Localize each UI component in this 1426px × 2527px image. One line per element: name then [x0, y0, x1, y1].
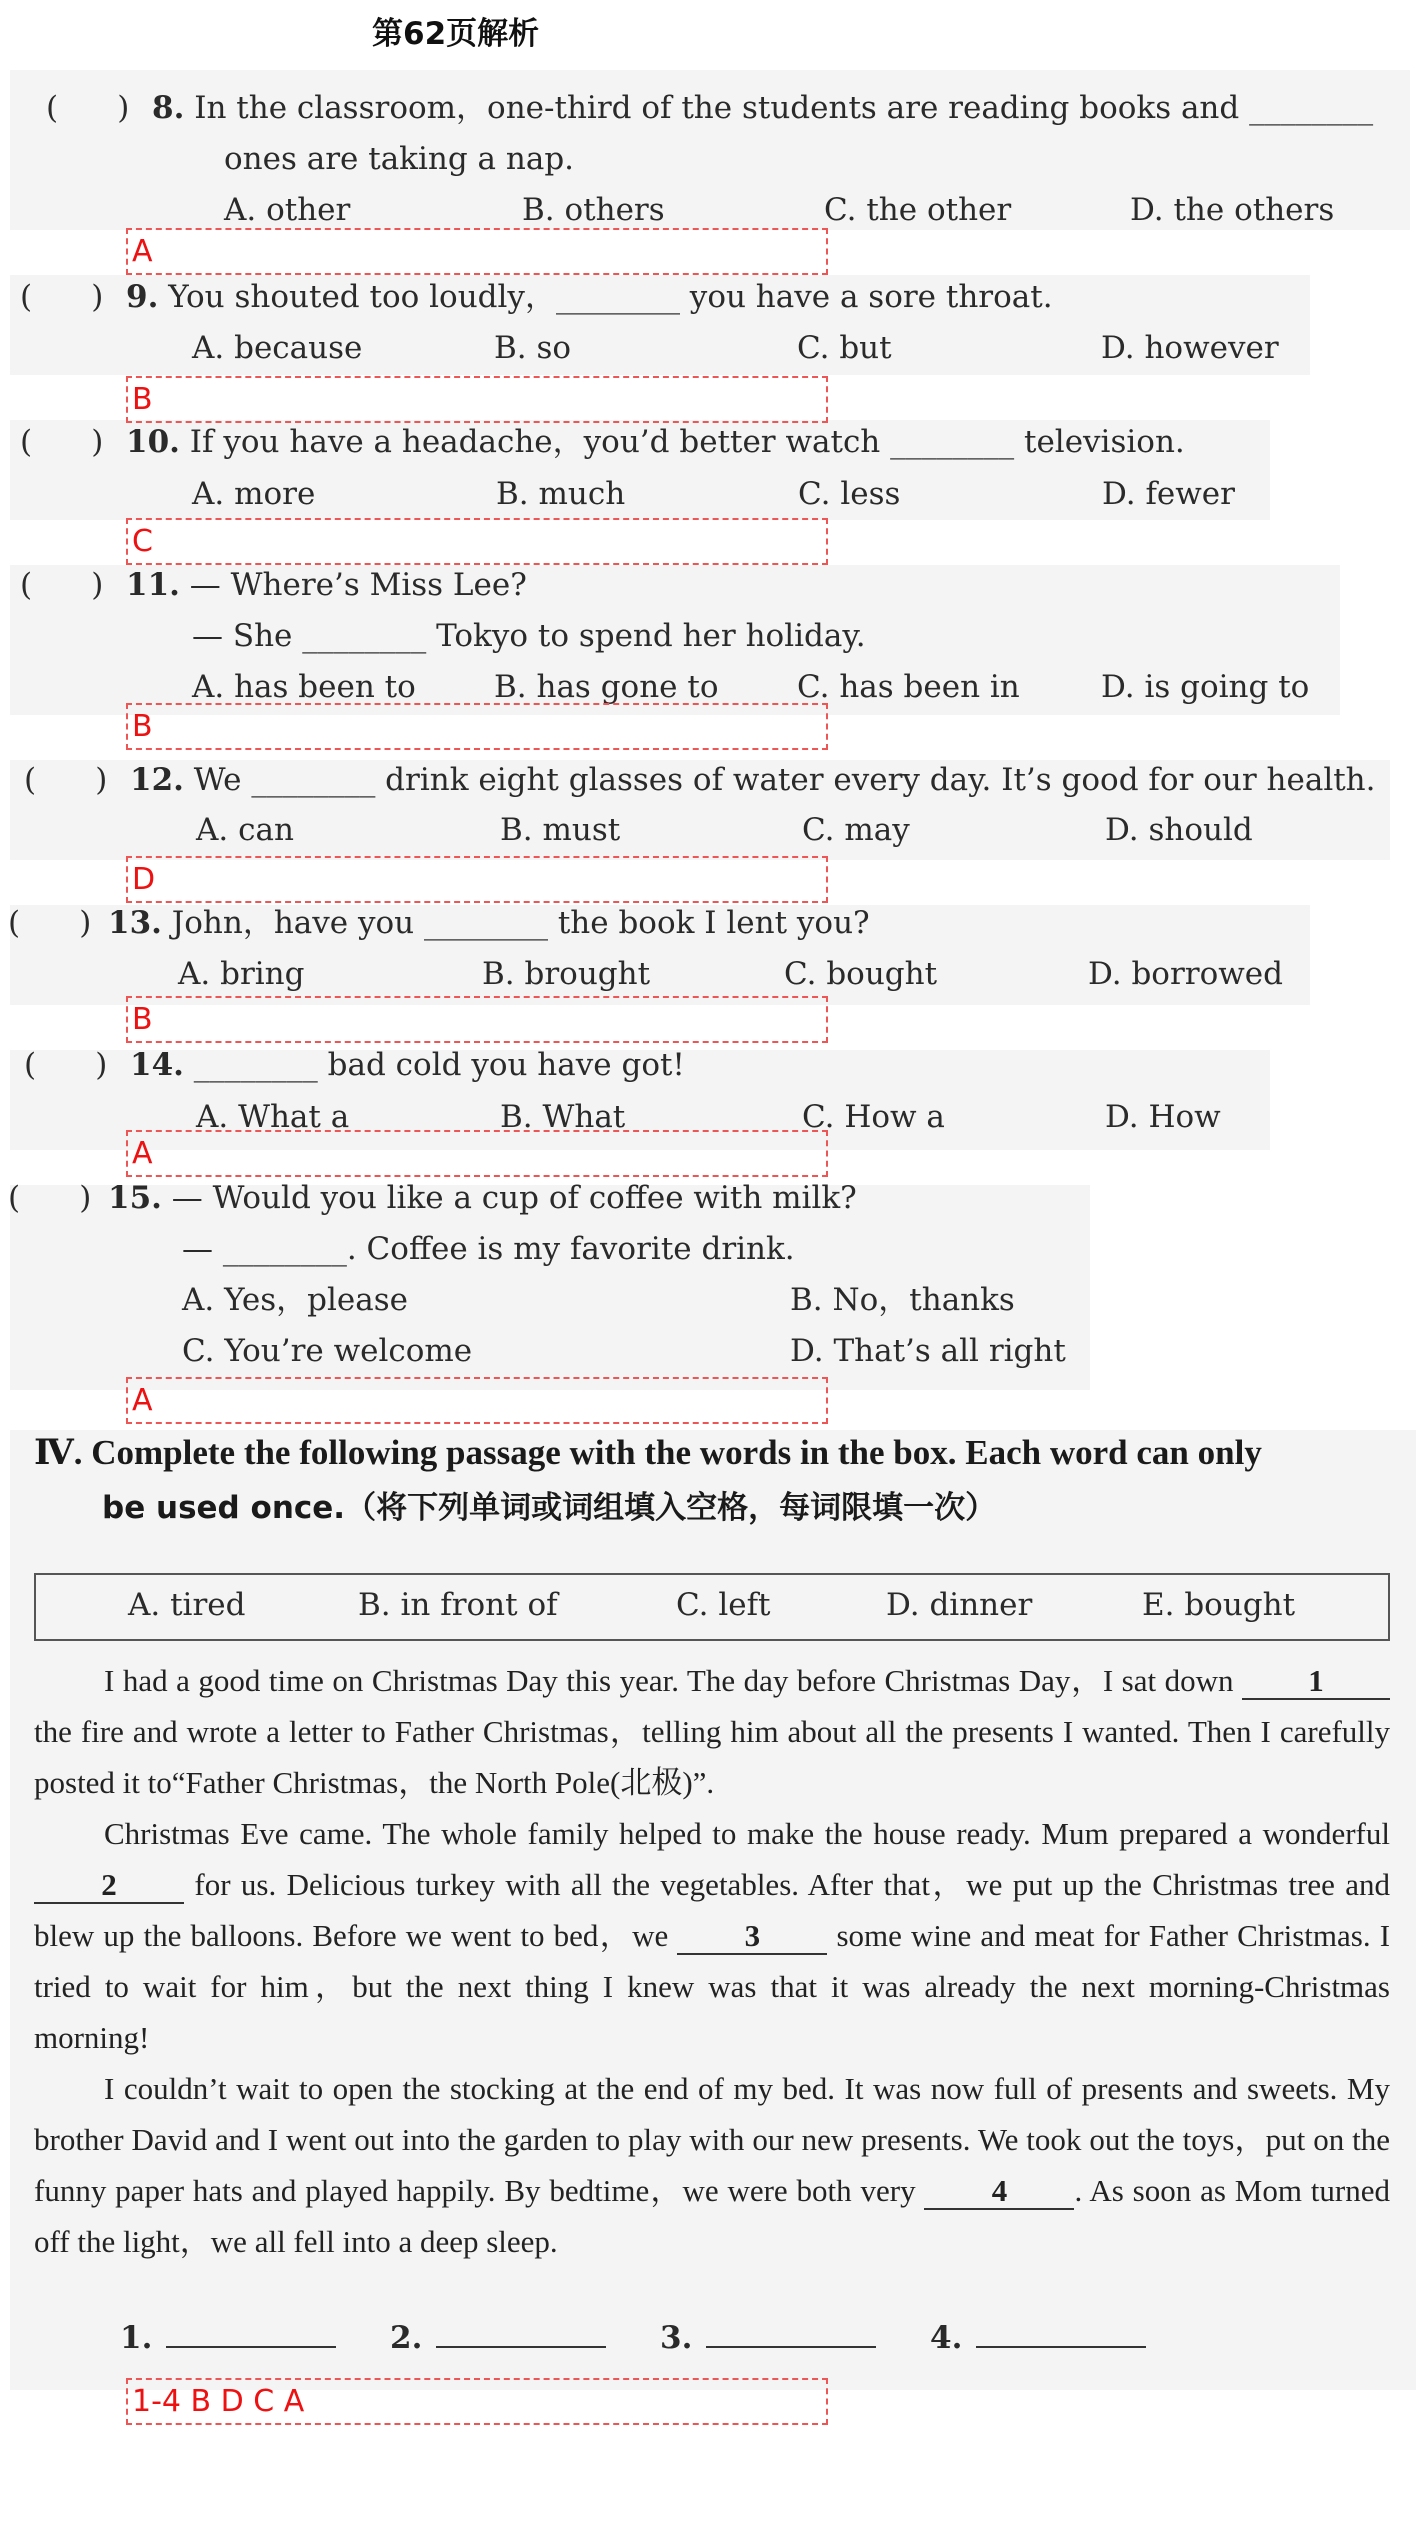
- question-number: 12.: [130, 762, 184, 798]
- question-13: [8, 903, 870, 943]
- answer-box: B: [126, 996, 828, 1043]
- option-c: C. How a: [802, 1099, 945, 1135]
- word-option: A. tired: [128, 1587, 246, 1623]
- section-instructions: Complete the following passage with the words in the box. Each word can only: [91, 1433, 1262, 1472]
- question-text-cont: ones are taking a nap.: [224, 141, 575, 177]
- passage-text: I had a good time on Christmas Day this year. The day before Christmas Day，I sat down: [104, 1663, 1234, 1698]
- question-8: [46, 88, 1373, 128]
- option-a: A. Yes，please: [182, 1282, 408, 1318]
- option-b: B. has gone to: [494, 669, 719, 705]
- section-numeral: Ⅳ.: [34, 1433, 83, 1472]
- option-b: B. No，thanks: [790, 1282, 1015, 1318]
- question-text: ________ bad cold you have got!: [193, 1047, 685, 1083]
- option-c: C. You’re welcome: [182, 1333, 473, 1369]
- option-c: C. bought: [784, 956, 938, 992]
- answer-parens: ( ): [20, 567, 104, 603]
- question-number: 10.: [126, 424, 180, 460]
- question-number: 8.: [152, 90, 185, 126]
- question-11: [20, 565, 527, 605]
- blank-2: 2: [34, 1868, 184, 1904]
- blank-1: 1: [1242, 1664, 1390, 1700]
- question-text: If you have a headache，you’d better watch ________ television.: [189, 424, 1185, 460]
- passage-text: Christmas Eve came. The whole family helped to make the house ready. Mum prepared a wonderful: [104, 1816, 1390, 1851]
- word-option: B. in front of: [358, 1587, 558, 1623]
- option-a: A. can: [196, 812, 294, 848]
- question-9: [20, 277, 1053, 317]
- blank-3: 3: [677, 1919, 827, 1955]
- question-15: [8, 1178, 857, 1218]
- question-12: [24, 760, 1376, 800]
- question-number: 15.: [108, 1180, 162, 1216]
- answer-parens: ( ): [8, 905, 92, 941]
- passage: [34, 1655, 1390, 2267]
- question-text: In the classroom，one-third of the students are reading books and ________: [194, 90, 1374, 126]
- option-d: D. fewer: [1102, 476, 1235, 512]
- option-c: C. may: [802, 812, 910, 848]
- question-number: 14.: [130, 1047, 184, 1083]
- passage-text: . As soon as Mom turned off the light，we all fell into a deep sleep.: [34, 2173, 1391, 2259]
- answer-parens: ( ): [8, 1180, 92, 1216]
- word-option: E. bought: [1142, 1587, 1296, 1623]
- answer-box: A: [126, 1130, 828, 1177]
- answer-line-2: 2.: [390, 2318, 606, 2356]
- page-title: 第62页解析: [372, 16, 540, 52]
- section-heading-cont: be used once.（将下列单词或词组填入空格，每词限填一次）: [102, 1490, 997, 1526]
- paragraph-3: [34, 2063, 1390, 2267]
- answer-box: A: [126, 1377, 828, 1424]
- option-b: B. What: [500, 1099, 626, 1135]
- option-b: B. must: [500, 812, 621, 848]
- question-number: 11.: [126, 567, 180, 603]
- question-text: — Would you like a cup of coffee with milk?: [171, 1180, 857, 1216]
- passage-text: I couldn’t wait to open the stocking at the end of my bed. It was now full of presents and sweets. My brother David and I went out into the garden to play with our new presents. We took out the toys，put on the funny paper hats and played happily. By bedtime，we were both very: [34, 2071, 1390, 2208]
- answer-box: C: [126, 518, 828, 565]
- question-text: We ________ drink eight glasses of water every day. It’s good for our health.: [193, 762, 1376, 798]
- word-box: [34, 1573, 1390, 1641]
- option-b: B. so: [494, 330, 572, 366]
- question-text: John，have you ________ the book I lent you?: [171, 905, 870, 941]
- paragraph-1: [34, 1655, 1390, 1808]
- option-c: C. the other: [824, 192, 1012, 228]
- answer-parens: ( ): [20, 279, 104, 315]
- passage-text: some wine and meat for Father Christmas. I tried to wait for him，but the next thing I knew was that it was already the next morning-Christmas morning!: [34, 1918, 1391, 2055]
- option-a: A. What a: [196, 1099, 350, 1135]
- option-a: A. bring: [178, 956, 305, 992]
- answer-box: B: [126, 376, 828, 423]
- answer-box: D: [126, 856, 828, 903]
- question-number: 9.: [126, 279, 159, 315]
- option-a: A. other: [224, 192, 351, 228]
- option-d: D. borrowed: [1088, 956, 1283, 992]
- question-text: You shouted too loudly，________ you have a sore throat.: [168, 279, 1053, 315]
- passage-text: for us. Delicious turkey with all the vegetables. After that，we put up the Christmas tree and blew up the balloons. Before we went to bed，we: [34, 1867, 1390, 1953]
- answer-line-3: 3.: [660, 2318, 876, 2356]
- answer-parens: ( ): [20, 424, 104, 460]
- passage-text: the fire and wrote a letter to Father Christmas，telling him about all the presents I wanted. Then I carefully posted it to“Father Christmas，the North Pole(北极)”.: [34, 1714, 1390, 1800]
- answer-parens: ( ): [24, 762, 108, 798]
- option-b: B. brought: [482, 956, 651, 992]
- question-10: [20, 422, 1185, 462]
- option-d: D. should: [1105, 812, 1253, 848]
- paragraph-2: [34, 1808, 1390, 2063]
- option-a: A. because: [192, 330, 363, 366]
- question-text-cont: — She ________ Tokyo to spend her holiday.: [192, 618, 866, 654]
- word-option: C. left: [676, 1587, 771, 1623]
- question-14: [24, 1045, 685, 1085]
- option-a: A. more: [192, 476, 316, 512]
- section-heading: [34, 1425, 1262, 1481]
- option-d: D. the others: [1130, 192, 1335, 228]
- blank-4: 4: [924, 2174, 1074, 2210]
- answer-parens: ( ): [46, 90, 130, 126]
- option-a: A. has been to: [192, 669, 416, 705]
- option-c: C. less: [798, 476, 901, 512]
- answer-box: A: [126, 228, 828, 275]
- option-d: D. That’s all right: [790, 1333, 1066, 1369]
- question-text: — Where’s Miss Lee?: [189, 567, 527, 603]
- option-d: D. is going to: [1101, 669, 1310, 705]
- option-d: D. How: [1105, 1099, 1221, 1135]
- word-option: D. dinner: [886, 1587, 1033, 1623]
- answer-box: 1-4 B D C A: [126, 2378, 828, 2425]
- question-text-cont: — ________. Coffee is my favorite drink.: [182, 1231, 795, 1267]
- answer-line-4: 4.: [930, 2318, 1146, 2356]
- answer-box: B: [126, 703, 828, 750]
- question-number: 13.: [108, 905, 162, 941]
- option-b: B. much: [496, 476, 626, 512]
- answer-line-1: 1.: [120, 2318, 336, 2356]
- option-b: B. others: [522, 192, 665, 228]
- option-c: C. has been in: [797, 669, 1020, 705]
- option-d: D. however: [1101, 330, 1279, 366]
- option-c: C. but: [797, 330, 892, 366]
- answer-parens: ( ): [24, 1047, 108, 1083]
